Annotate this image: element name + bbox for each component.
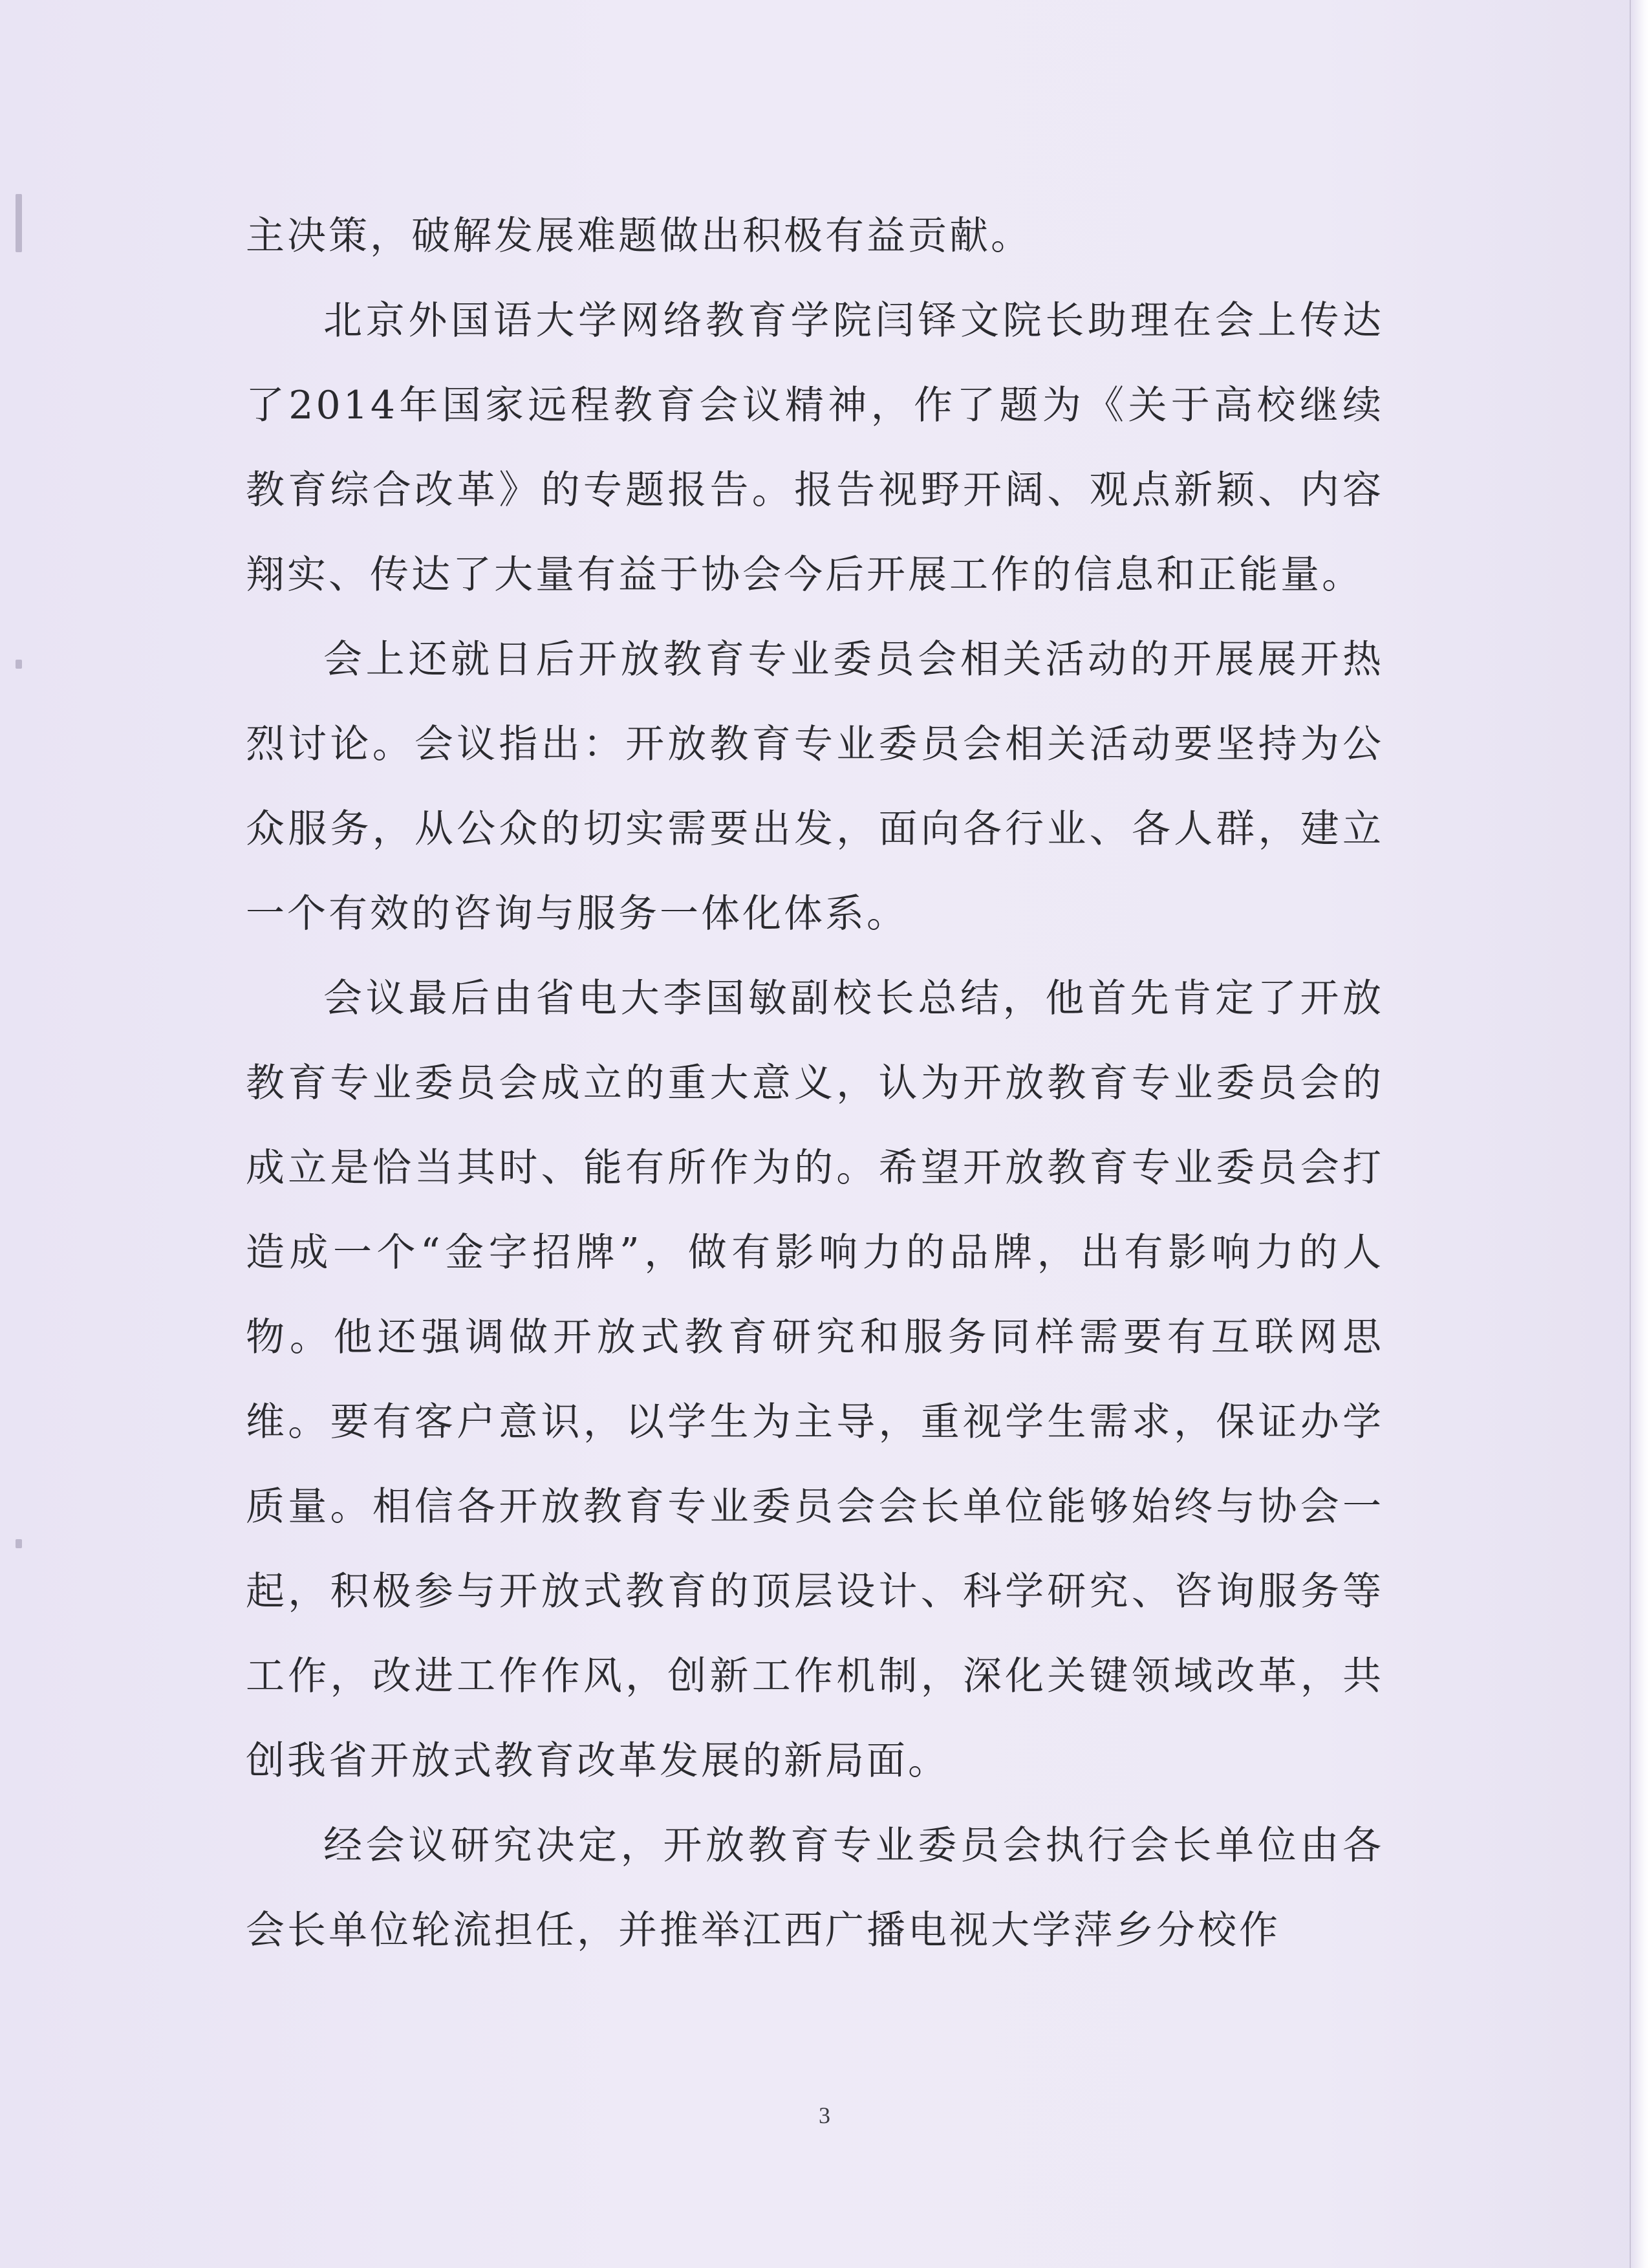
scan-edge [1632,0,1649,2268]
scan-mark [16,660,22,669]
paragraph: 北京外国语大学网络教育学院闫铎文院长助理在会上传达了2014年国家远程教育会议精神，作了题为《关于高校继续教育综合改革》的专题报告。报告视野开阔、观点新颖、内容翔实、传达了大量有益于协会今后开展工作的信息和正能量。 [246,298,1384,598]
scan-mark [16,194,22,252]
paragraph: 会上还就日后开放教育专业委员会相关活动的开展展开热烈讨论。会议指出：开放教育专业委员会相关活动要坚持为公众服务，从公众的切实需要出发，面向各行业、各人群，建立一个有效的咨询与服务一体化体系。 [246,637,1384,936]
paragraph: 经会议研究决定，开放教育专业委员会执行会长单位由各会长单位轮流担任，并推举江西广播电视大学萍乡分校作 [246,1823,1384,1953]
paragraph-continuation: 主决策，破解发展难题做出积极有益贡献。 [246,213,1032,259]
scan-edge-line [1630,0,1631,2268]
paragraph: 会议最后由省电大李国敏副校长总结，他首先肯定了开放教育专业委员会成立的重大意义，认为开放教育专业委员会的成立是恰当其时、能有所作为的。希望开放教育专业委员会打造成一个“金字招牌”，做有影响力的品牌，出有影响力的人物。他还强调做开放式教育研究和服务同样需要有互联网思维。要有客户意识，以学生为主导，重视学生需求，保证办学质量。相信各开放教育专业委员会会长单位能够始终与协会一起，积极参与开放式教育的顶层设计、科学研究、咨询服务等工作，改进工作作风，创新工作机制，深化关键领域改革，共创我省开放式教育改革发展的新局面。 [246,976,1384,1784]
scan-mark [16,1539,22,1548]
page-number: 3 [819,2102,830,2128]
body-text [246,194,1384,1973]
